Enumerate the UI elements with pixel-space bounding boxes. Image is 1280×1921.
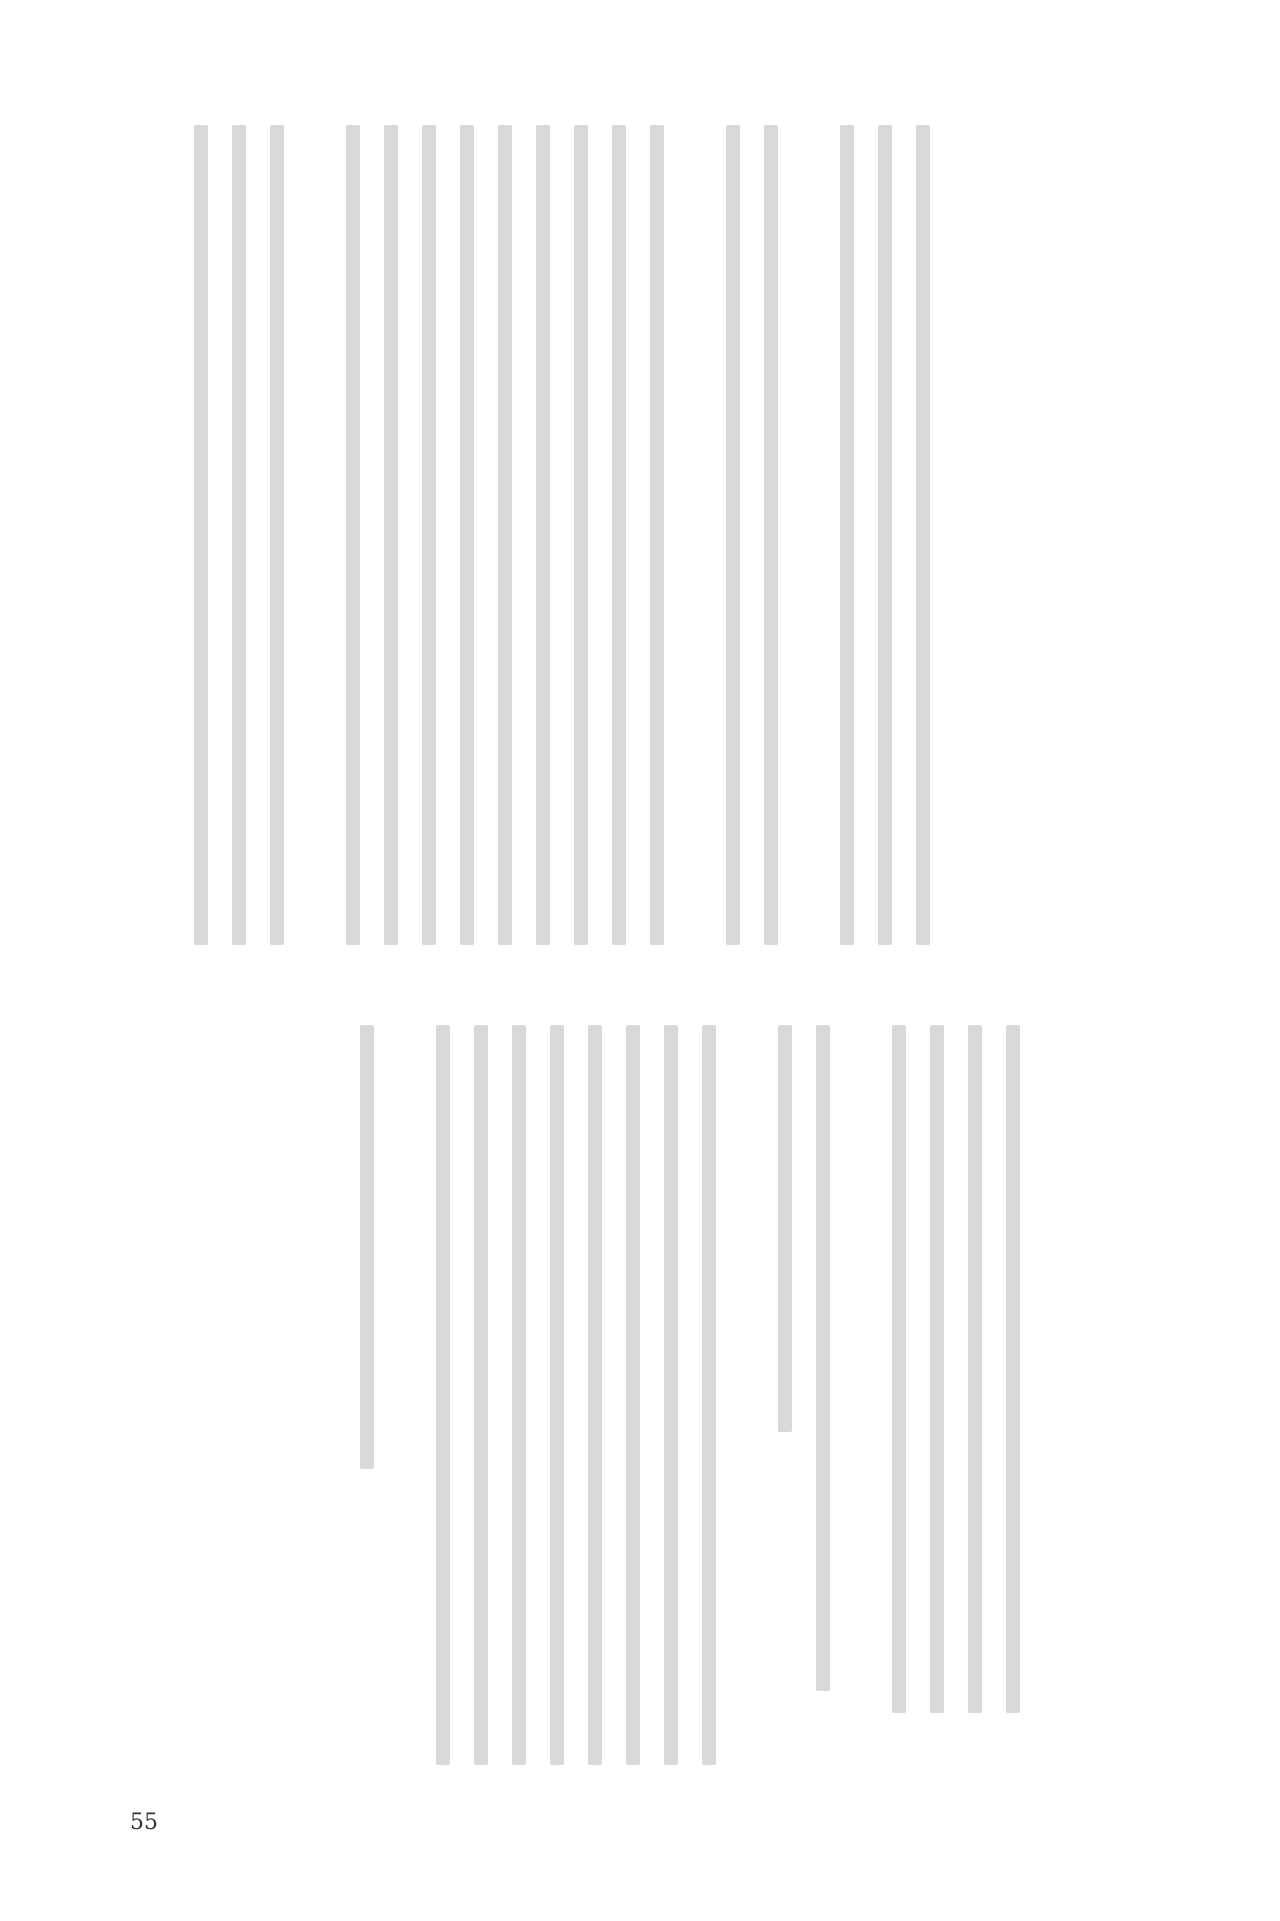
redacted-text-column bbox=[892, 1025, 906, 1713]
redacted-text-column bbox=[436, 1025, 450, 1765]
redacted-text-column bbox=[778, 1025, 792, 1432]
upper-text-block-redacted bbox=[140, 125, 930, 945]
redacted-text-column bbox=[194, 125, 208, 945]
redacted-text-column bbox=[968, 1025, 982, 1713]
redacted-text-column bbox=[232, 125, 246, 945]
redacted-text-column bbox=[360, 1025, 374, 1469]
redacted-text-column bbox=[916, 125, 930, 945]
redacted-text-column bbox=[878, 125, 892, 945]
page-number: 55 bbox=[130, 1810, 158, 1835]
redacted-text-column bbox=[574, 125, 588, 945]
redacted-text-column bbox=[612, 125, 626, 945]
redacted-text-column bbox=[1006, 1025, 1020, 1713]
redacted-text-column bbox=[512, 1025, 526, 1765]
redacted-text-column bbox=[346, 125, 360, 945]
redacted-text-column bbox=[664, 1025, 678, 1765]
redacted-text-column bbox=[840, 125, 854, 945]
redacted-text-column bbox=[474, 1025, 488, 1765]
lower-text-block-redacted bbox=[140, 1025, 1020, 1765]
redacted-text-column bbox=[460, 125, 474, 945]
redacted-text-column bbox=[270, 125, 284, 945]
redacted-text-column bbox=[422, 125, 436, 945]
redacted-text-column bbox=[384, 125, 398, 945]
redacted-text-column bbox=[550, 1025, 564, 1765]
redacted-text-column bbox=[650, 125, 664, 945]
redacted-text-column bbox=[726, 125, 740, 945]
redacted-text-column bbox=[588, 1025, 602, 1765]
redacted-text-column bbox=[626, 1025, 640, 1765]
redacted-text-column bbox=[498, 125, 512, 945]
redacted-text-column bbox=[536, 125, 550, 945]
redacted-text-column bbox=[764, 125, 778, 945]
redacted-text-column bbox=[930, 1025, 944, 1713]
redacted-text-column bbox=[816, 1025, 830, 1691]
redacted-text-column bbox=[702, 1025, 716, 1765]
